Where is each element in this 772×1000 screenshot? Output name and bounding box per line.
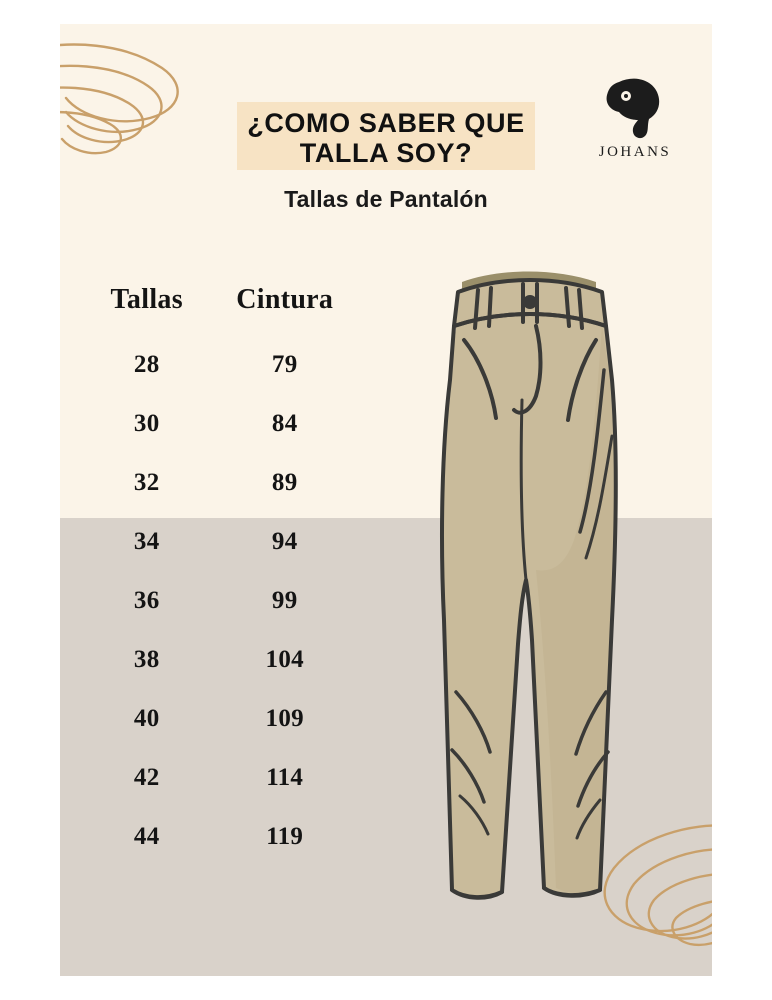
size-table: [86, 282, 362, 867]
table-row: [86, 454, 362, 513]
cell-cintura: 99: [271, 587, 298, 614]
table-header-row: [86, 282, 362, 336]
elephant-logo-icon: [599, 76, 671, 142]
cell-cintura: 109: [265, 705, 304, 732]
table-row: [86, 513, 362, 572]
cell-cintura: 79: [271, 351, 298, 378]
column-header-tallas: Tallas: [110, 284, 183, 315]
cell-talla: 38: [133, 646, 160, 673]
cell-talla: 28: [133, 351, 160, 378]
column-header-cintura: Cintura: [236, 284, 334, 315]
poster-title-line-1: ¿COMO SABER QUE: [247, 108, 525, 138]
cell-cintura: 104: [265, 646, 304, 673]
cell-cintura: 119: [266, 823, 304, 850]
title-highlight: [237, 102, 535, 170]
table-row: [86, 808, 362, 867]
brand-logo: [580, 76, 690, 186]
cell-talla: 42: [133, 764, 160, 791]
table-row: [86, 336, 362, 395]
cell-talla: 40: [133, 705, 160, 732]
cell-cintura: 84: [271, 410, 298, 437]
cell-talla: 36: [133, 587, 160, 614]
table-row: [86, 572, 362, 631]
poster-subtitle: Tallas de Pantalón: [284, 186, 488, 213]
cell-talla: 30: [133, 410, 160, 437]
poster-title-line-2: TALLA SOY?: [299, 138, 473, 169]
cell-cintura: 89: [271, 469, 298, 496]
table-row: [86, 690, 362, 749]
brand-name: JOHANS: [598, 144, 672, 160]
cell-cintura: 114: [266, 764, 304, 791]
cell-talla: 32: [133, 469, 160, 496]
cell-cintura: 94: [271, 528, 298, 555]
table-row: [86, 631, 362, 690]
table-row: [86, 749, 362, 808]
cell-talla: 34: [133, 528, 160, 555]
cell-talla: 44: [133, 823, 160, 850]
table-row: [86, 395, 362, 454]
poster-canvas: [60, 24, 712, 976]
khaki-pants-illustration: [360, 240, 690, 930]
